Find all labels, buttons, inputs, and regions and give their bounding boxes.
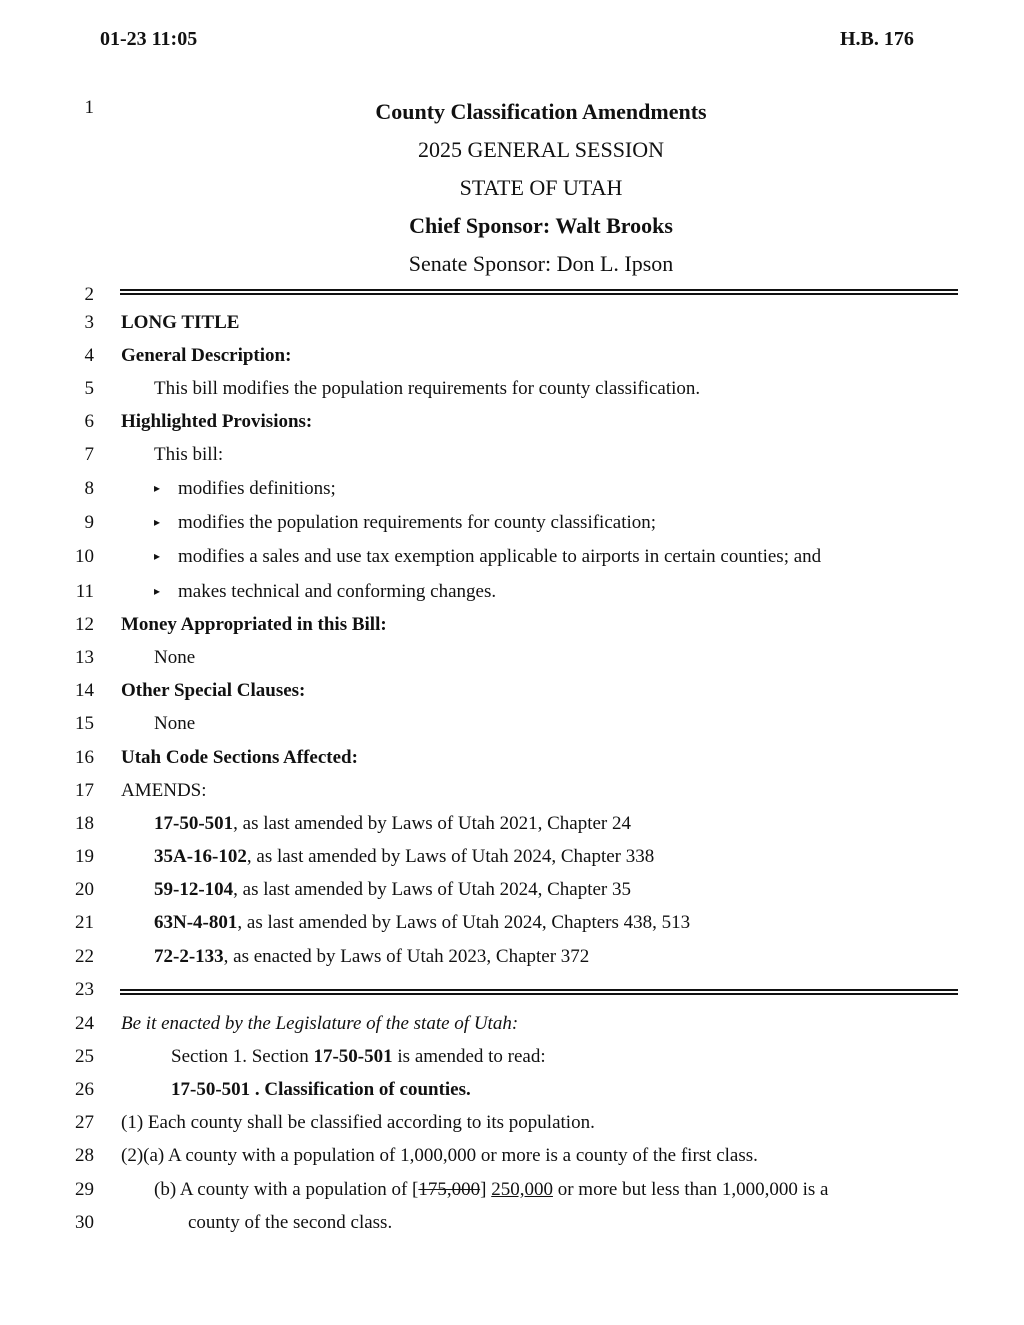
double-rule-top	[120, 289, 958, 295]
line-number: 16	[75, 747, 94, 768]
long-title-heading: LONG TITLE	[121, 312, 240, 333]
header-timestamp: 01-23 11:05	[100, 28, 198, 50]
line-number: 28	[75, 1145, 94, 1166]
paragraph-2b-continued: county of the second class.	[188, 1212, 393, 1233]
line-number: 23	[75, 979, 94, 1000]
line-number: 26	[75, 1079, 94, 1100]
senate-sponsor: Senate Sponsor: Don L. Ipson	[408, 251, 674, 276]
highlighted-provisions-heading: Highlighted Provisions:	[121, 411, 313, 432]
paragraph-1: (1) Each county shall be classified according to its population.	[121, 1112, 595, 1133]
code-section-entry: 72-2-133, as enacted by Laws of Utah 2023, Chapter 372	[154, 946, 590, 967]
bullet-icon: ▸	[154, 549, 161, 563]
line-number: 24	[75, 1013, 94, 1034]
code-section-entry: 17-50-501, as last amended by Laws of Utah 2021, Chapter 24	[154, 813, 632, 834]
paragraph-2a: (2)(a) A county with a population of 1,000,000 or more is a county of the first class.	[121, 1145, 758, 1166]
line-number: 19	[75, 846, 94, 867]
code-sections-heading: Utah Code Sections Affected:	[121, 747, 358, 768]
money-appropriated-text: None	[154, 647, 196, 668]
bill-title: County Classification Amendments	[375, 99, 707, 124]
line-number: 2	[84, 284, 94, 305]
line-number: 7	[84, 444, 94, 465]
chief-sponsor: Chief Sponsor: Walt Brooks	[409, 213, 673, 238]
line-number: 8	[84, 478, 94, 499]
general-description-heading: General Description:	[121, 345, 292, 366]
line-number: 27	[75, 1112, 94, 1133]
line-number: 12	[75, 614, 94, 635]
line-number: 14	[75, 680, 94, 701]
highlights-intro: This bill:	[154, 444, 224, 465]
section-heading: 17-50-501 . Classification of counties.	[171, 1079, 471, 1100]
line-number: 3	[84, 312, 94, 333]
line-number: 13	[75, 647, 94, 668]
code-section-entry: 63N-4-801, as last amended by Laws of Utah 2024, Chapters 438, 513	[154, 912, 691, 933]
list-item: ▸ modifies definitions;	[154, 478, 336, 499]
code-section-entry: 59-12-104, as last amended by Laws of Utah 2024, Chapter 35	[154, 879, 632, 900]
line-number: 18	[75, 813, 94, 834]
struck-text: 175,000	[418, 1179, 481, 1200]
inserted-text: 250,000	[491, 1179, 553, 1200]
line-number: 20	[75, 879, 94, 900]
line-number: 29	[75, 1179, 94, 1200]
line-number: 6	[84, 411, 94, 432]
special-clauses-heading: Other Special Clauses:	[121, 680, 306, 701]
line-number: 30	[75, 1212, 94, 1233]
line-number: 9	[84, 512, 94, 533]
line-number: 17	[75, 780, 94, 801]
line-number: 11	[75, 581, 94, 602]
code-section-entry: 35A-16-102, as last amended by Laws of Utah 2024, Chapter 338	[154, 846, 655, 867]
line-number: 5	[84, 378, 94, 399]
bullet-icon: ▸	[154, 481, 161, 495]
line-number: 1	[84, 97, 94, 118]
line-number: 22	[75, 946, 94, 967]
bullet-icon: ▸	[154, 584, 161, 598]
list-item: ▸ modifies a sales and use tax exemption applicable to airports in certain counties; and	[154, 546, 822, 567]
double-rule-bottom	[120, 989, 958, 995]
section-intro: Section 1. Section 17-50-501 is amended to read:	[171, 1046, 546, 1067]
bill-number: H.B. 176	[840, 28, 914, 50]
line-number: 10	[75, 546, 94, 567]
list-item: ▸ modifies the population requirements for county classification;	[154, 512, 657, 533]
amends-label: AMENDS:	[121, 780, 207, 801]
paragraph-2b: (b) A county with a population of [175,000] 250,000 or more but less than 1,000,000 is a	[154, 1179, 829, 1200]
general-description-text: This bill modifies the population requirements for county classification.	[154, 378, 701, 399]
list-item: ▸ makes technical and conforming changes.	[154, 581, 497, 602]
line-number: 21	[75, 912, 94, 933]
session-label: 2025 GENERAL SESSION	[417, 137, 665, 162]
bullet-icon: ▸	[154, 515, 161, 529]
line-number: 15	[75, 713, 94, 734]
special-clauses-text: None	[154, 713, 196, 734]
money-appropriated-heading: Money Appropriated in this Bill:	[121, 614, 387, 635]
enacting-clause: Be it enacted by the Legislature of the state of Utah:	[121, 1013, 519, 1034]
state-label: STATE OF UTAH	[459, 175, 623, 200]
line-number: 4	[84, 345, 94, 366]
line-number: 25	[75, 1046, 94, 1067]
